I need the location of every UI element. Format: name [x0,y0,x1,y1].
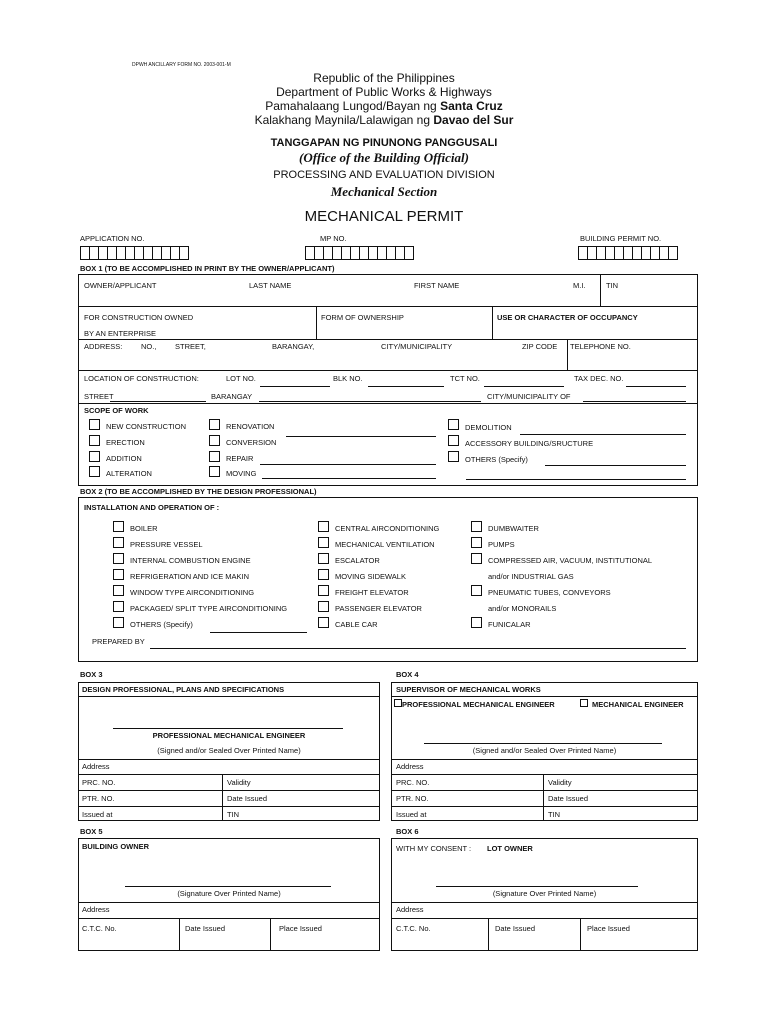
refrigeration-label: REFRIGERATION AND ICE MAKIN [130,572,250,581]
scope-of-work-label: SCOPE OF WORK [84,406,149,415]
demolition-checkbox[interactable] [448,419,459,430]
building-permit-no-label: BUILDING PERMIT NO. [580,234,662,243]
pressure-vessel-label: PRESSURE VESSEL [130,540,203,549]
street-line[interactable] [110,401,206,402]
dumbwaiter-label: DUMBWAITER [488,524,539,533]
boiler-checkbox[interactable] [113,521,124,532]
owner-applicant-label: OWNER/APPLICANT [84,281,157,290]
box6-ctc-label: C.T.C. No. [396,924,431,933]
application-no-label: APPLICATION NO. [80,234,145,243]
erection-label: ERECTION [106,438,145,447]
pressure-vessel-checkbox[interactable] [113,537,124,548]
barangay-line[interactable] [259,401,481,402]
addition-label: ADDITION [106,454,142,463]
split-aircon-label: PACKAGED/ SPLIT TYPE AIRCONDITIONING [130,604,288,613]
header-province: Kalakhang Maynila/Lalawigan ng Davao del Sur [254,113,514,127]
box3-issued-at-label: Issued at [82,810,113,819]
box3-signed-label: (Signed and/or Sealed Over Printed Name) [157,746,301,755]
pumps-checkbox[interactable] [471,537,482,548]
location-label: LOCATION OF CONSTRUCTION: [84,374,199,383]
tax-dec-no-line[interactable] [626,386,686,387]
freight-elevator-label: FREIGHT ELEVATOR [335,588,409,597]
demolition-line[interactable] [520,434,686,435]
repair-label: REPAIR [226,454,254,463]
barangay-label: BARANGAY [211,392,253,401]
box4-prc-label: PRC. NO. [396,778,430,787]
box3-date-issued-label: Date Issued [227,794,268,803]
box4-date-issued-label: Date Issued [548,794,589,803]
box6-address-label: Address [396,905,424,914]
box6-lot-owner-label: LOT OWNER [487,844,533,853]
box3-address-label: Address [82,762,110,771]
box5-signature-label: (Signature Over Printed Name) [177,889,281,898]
funicular-checkbox[interactable] [471,617,482,628]
moving-sidewalk-label: MOVING SIDEWALK [335,572,406,581]
box4-signature-line[interactable] [424,743,662,744]
blk-no-label: BLK NO. [333,374,363,383]
box6-signature-label: (Signature Over Printed Name) [492,889,597,898]
box1-title: BOX 1 (TO BE ACCOMPLISHED IN PRINT BY THE OWNER/APPLICANT) [80,264,335,273]
cable-car-checkbox[interactable] [318,617,329,628]
mp-no-cells[interactable] [305,246,413,260]
installation-label: INSTALLATION AND OPERATION OF : [84,503,220,512]
box4-validity-label: Validity [548,778,572,787]
pneumatic-tubes-checkbox[interactable] [471,585,482,596]
tax-dec-no-label: TAX DEC. NO. [574,374,624,383]
conversion-label: CONVERSION [226,438,277,447]
for-construction-owned-label: FOR CONSTRUCTION OWNED [84,313,194,322]
box4-address-label: Address [396,762,424,771]
by-an-enterprise-label: BY AN ENTERPRISE [84,329,156,338]
address-barangay-label: BARANGAY, [272,342,315,351]
box5-ctc-label: C.T.C. No. [82,924,117,933]
mechanical-ventilation-label: MECHANICAL VENTILATION [335,540,435,549]
box5-address-label: Address [82,905,110,914]
section-title: Mechanical Section [330,184,438,199]
new-construction-checkbox[interactable] [89,419,100,430]
division-title: PROCESSING AND EVALUATION DIVISION [273,169,495,181]
central-aircon-checkbox[interactable] [318,521,329,532]
box5-title: BUILDING OWNER [82,842,150,851]
address-label: ADDRESS: [84,342,123,351]
boiler-label: BOILER [130,524,158,533]
accessory-building-checkbox[interactable] [448,435,459,446]
box4-tin-label: TIN [548,810,561,819]
tin-label: TIN [606,281,619,290]
box4-issued-at-label: Issued at [396,810,427,819]
moving-sidewalk-checkbox[interactable] [318,569,329,580]
city-of-label: CITY/MUNICIPALITY OF [487,392,571,401]
address-street-label: STREET, [175,342,206,351]
application-no-cells[interactable] [80,246,188,260]
permit-title: MECHANICAL PERMIT [304,208,464,225]
box6-date-issued-label: Date Issued [495,924,536,933]
accessory-building-label: ACCESSORY BUILDING/SRUCTURE [465,439,594,448]
demolition-label: DEMOLITION [465,423,512,432]
pumps-label: PUMPS [488,540,515,549]
erection-checkbox[interactable] [89,435,100,446]
box2-title: BOX 2 (TO BE ACCOMPLISHED BY THE DESIGN PROFESSIONAL) [80,487,317,496]
box3-validity-label: Validity [227,778,251,787]
office-english: (Office of the Building Official) [299,150,469,165]
box4-pme-checkbox[interactable] [394,699,402,707]
box4-pme-label: PROFESSIONAL MECHANICAL ENGINEER [402,700,555,709]
address-city-label: CITY/MUNICIPALITY [381,342,453,351]
last-name-label: LAST NAME [249,281,292,290]
new-construction-label: NEW CONSTRUCTION [106,422,186,431]
box5-signature-line[interactable] [125,886,331,887]
cable-car-label: CABLE CAR [335,620,378,629]
escalator-label: ESCALATOR [335,556,380,565]
central-aircon-label: CENTRAL AIRCONDITIONING [335,524,440,533]
alteration-checkbox[interactable] [89,466,100,477]
telephone-no-label: TELEPHONE NO. [570,342,631,351]
header-republic: Republic of the Philippines [313,71,455,85]
box4-ptr-label: PTR. NO. [396,794,429,803]
moving-label: MOVING [226,469,257,478]
mi-label: M.I. [573,281,586,290]
lot-no-line[interactable] [260,386,330,387]
refrigeration-checkbox[interactable] [113,569,124,580]
compressed-air-checkbox[interactable] [471,553,482,564]
box3-label: BOX 3 [80,670,103,679]
addition-checkbox[interactable] [89,451,100,462]
others-scope-label: OTHERS (Specify) [465,455,528,464]
box3-ptr-label: PTR. NO. [82,794,115,803]
compressed-air-label: COMPRESSED AIR, VACUUM, INSTITUTIONAL [488,556,653,565]
pneumatic-tubes-label: PNEUMATIC TUBES, CONVEYORS [488,588,611,597]
tct-no-line[interactable] [484,386,564,387]
escalator-checkbox[interactable] [318,553,329,564]
freight-elevator-checkbox[interactable] [318,585,329,596]
renovation-label: RENOVATION [226,422,275,431]
address-no-label: NO., [141,342,157,351]
others-install-label: OTHERS (Specify) [130,620,193,629]
header-department: Department of Public Works & Highways [276,85,492,99]
others-install-checkbox[interactable] [113,617,124,628]
window-aircon-checkbox[interactable] [113,585,124,596]
moving-line[interactable] [262,478,436,479]
box3-signature-line[interactable] [113,728,343,729]
conversion-checkbox[interactable] [209,435,220,446]
box5-date-issued-label: Date Issued [185,924,226,933]
combustion-engine-checkbox[interactable] [113,553,124,564]
box6-consent-label: WITH MY CONSENT : [396,844,472,853]
header-municipality: Pamahalaang Lungod/Bayan ng Santa Cruz [265,99,503,113]
box3-title: DESIGN PROFESSIONAL, PLANS AND SPECIFICATIONS [82,685,285,694]
box6-label: BOX 6 [396,827,419,836]
industrial-gas-label: and/or INDUSTRIAL GAS [488,572,574,581]
box5-label: BOX 5 [80,827,103,836]
box4-me-label: MECHANICAL ENGINEER [592,700,684,709]
box3-pme-label: PROFESSIONAL MECHANICAL ENGINEER [152,731,306,740]
moving-checkbox[interactable] [209,466,220,477]
prepared-by-label: PREPARED BY [92,637,145,646]
box3-tin-label: TIN [227,810,240,819]
street-label: STREET [84,392,114,401]
box4-label: BOX 4 [396,670,419,679]
mechanical-ventilation-checkbox[interactable] [318,537,329,548]
renovation-checkbox[interactable] [209,419,220,430]
form-code: DPWH ANCILLARY FORM NO. 2003-001-M [132,62,231,68]
use-or-character-label: USE OR CHARACTER OF OCCUPANCY [497,313,638,322]
split-aircon-checkbox[interactable] [113,601,124,612]
others-scope-line[interactable] [545,465,686,466]
mp-no-label: MP NO. [320,234,347,243]
others-scope-checkbox[interactable] [448,451,459,462]
lot-no-label: LOT NO. [226,374,256,383]
prepared-by-line[interactable] [150,648,686,649]
form-of-ownership-label: FORM OF OWNERSHIP [321,313,404,322]
box4-me-checkbox[interactable] [580,699,588,707]
conversion-line[interactable] [286,436,436,437]
monorails-label: and/or MONORAILS [488,604,557,613]
others-install-line[interactable] [210,632,307,633]
alteration-label: ALTERATION [106,469,152,478]
funicular-label: FUNICALAR [488,620,531,629]
box3-prc-label: PRC. NO. [82,778,116,787]
box4-title: SUPERVISOR OF MECHANICAL WORKS [396,685,541,694]
repair-checkbox[interactable] [209,451,220,462]
window-aircon-label: WINDOW TYPE AIRCONDITIONING [130,588,255,597]
box6-place-issued-label: Place Issued [587,924,630,933]
box6-signature-line[interactable] [436,886,638,887]
first-name-label: FIRST NAME [414,281,460,290]
combustion-engine-label: INTERNAL COMBUSTION ENGINE [130,556,251,565]
city-of-line[interactable] [583,401,686,402]
box4-signed-label: (Signed and/or Sealed Over Printed Name) [472,746,617,755]
building-permit-no-cells[interactable] [578,246,677,260]
box5-place-issued-label: Place Issued [279,924,322,933]
passenger-elevator-checkbox[interactable] [318,601,329,612]
tct-no-label: TCT NO. [450,374,480,383]
others-scope-line-2[interactable] [466,479,686,480]
dumbwaiter-checkbox[interactable] [471,521,482,532]
repair-line[interactable] [260,464,436,465]
passenger-elevator-label: PASSENGER ELEVATOR [335,604,422,613]
blk-no-line[interactable] [368,386,444,387]
office-tagalog: TANGGAPAN NG PINUNONG PANGGUSALI [270,137,498,149]
zip-code-label: ZIP CODE [522,342,558,351]
